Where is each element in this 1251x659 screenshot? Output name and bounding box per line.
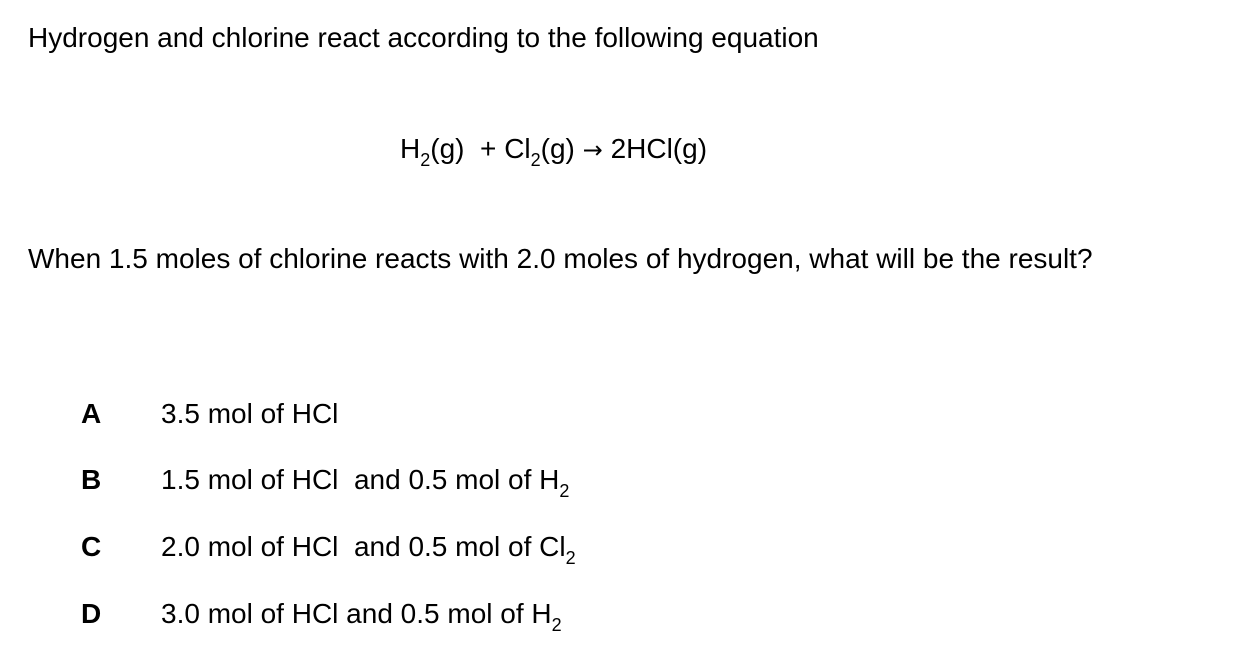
option-text (161, 530, 576, 568)
option-text (161, 397, 338, 431)
chemical-equation (400, 132, 708, 170)
equation-plus: + (480, 133, 497, 164)
option-text (161, 463, 570, 501)
option-subscript: 2 (551, 615, 562, 635)
equation-h-state: (g) (430, 133, 465, 164)
question-text: When 1.5 moles of chlorine reacts with 2.0 moles of hydrogen, what will be the result? (28, 243, 1093, 274)
option-subscript: 2 (559, 481, 570, 501)
equation-product: 2HCl(g) (610, 133, 708, 164)
option-subscript: 2 (565, 548, 576, 568)
option-text-main: 3.0 mol of HCl and 0.5 mol of H (161, 598, 552, 629)
option-letter: A (81, 398, 102, 429)
option-letter: C (81, 531, 102, 562)
reaction-arrow: → (582, 136, 603, 164)
option-letter: B (81, 464, 102, 495)
option-text-main: 3.5 mol of HCl (161, 398, 339, 429)
option-text (161, 597, 562, 635)
equation-cl: Cl (504, 133, 531, 164)
equation-cl-subscript: 2 (530, 150, 541, 170)
equation-h: H (400, 133, 421, 164)
equation-h-subscript: 2 (420, 150, 431, 170)
option-letter: D (81, 598, 102, 629)
intro-text: Hydrogen and chlorine react according to the following equation (28, 22, 819, 53)
option-text-main: 2.0 mol of HCl and 0.5 mol of Cl (161, 531, 566, 562)
option-text-main: 1.5 mol of HCl and 0.5 mol of H (161, 464, 560, 495)
equation-cl-state: (g) (540, 133, 575, 164)
